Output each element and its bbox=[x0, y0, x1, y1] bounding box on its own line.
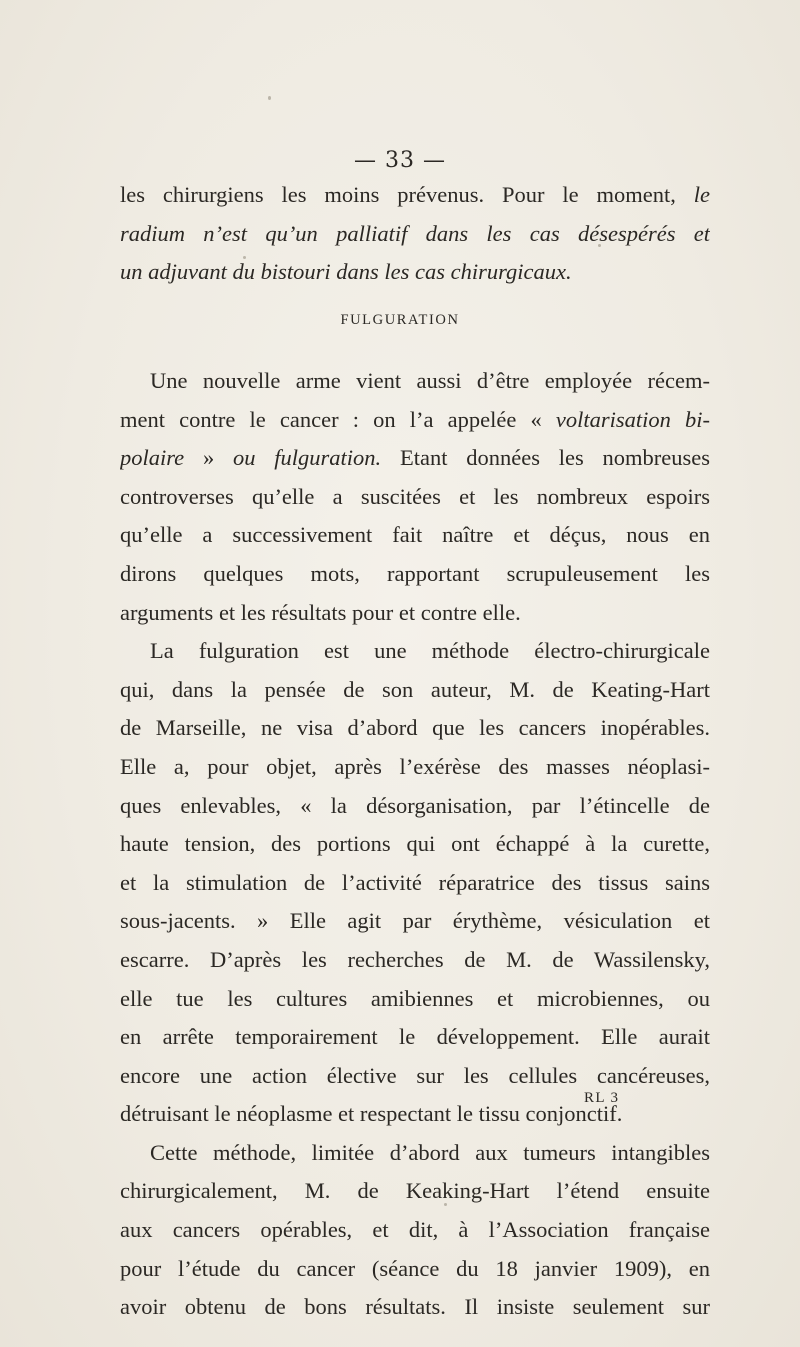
text-segment: qu’elle a successivement fait naître et déçus, nous en bbox=[120, 522, 710, 548]
text-line bbox=[120, 555, 710, 594]
text-line bbox=[120, 787, 710, 826]
italic-segment: polaire bbox=[120, 445, 185, 471]
italic-segment: le bbox=[693, 182, 710, 207]
text-line bbox=[120, 671, 710, 710]
text-segment: ques enlevables, « la désorganisation, par l’étincelle de bbox=[120, 792, 710, 818]
text-segment: Elle a, pour objet, après l’exérèse des masses néoplasi- bbox=[120, 753, 710, 779]
signature-mark: RL 3 bbox=[584, 1090, 620, 1106]
intro-paragraph bbox=[120, 176, 710, 292]
italic-segment: un adjuvant du bistouri dans les cas chirurgicaux. bbox=[120, 259, 572, 285]
text-segment: pour l’étude du cancer (séance du 18 janvier 1909), en bbox=[120, 1255, 710, 1281]
text-segment: avoir obtenu de bons résultats. Il insiste seulement sur bbox=[120, 1294, 710, 1320]
text-line bbox=[120, 516, 710, 555]
text-segment: encore une action élective sur les cellules cancéreuses, bbox=[120, 1062, 710, 1088]
text-line bbox=[120, 478, 710, 517]
text-line bbox=[120, 980, 710, 1019]
section-heading: FULGURATION bbox=[340, 312, 460, 328]
text-segment: en arrête temporairement le développement. Elle aurait bbox=[120, 1024, 710, 1050]
text-segment: arguments et les résultats pour et contre elle. bbox=[120, 599, 521, 625]
text-segment: haute tension, des portions qui ont échappé à la curette, bbox=[120, 831, 710, 857]
text-line bbox=[120, 1172, 710, 1211]
text-line bbox=[120, 1288, 710, 1327]
text-segment: chirurgicalement, M. de Keaking-Hart l’étend ensuite bbox=[120, 1178, 710, 1204]
text-line bbox=[120, 362, 710, 401]
text-segment: elle tue les cultures amibiennes et microbiennes, ou bbox=[120, 985, 710, 1011]
text-line bbox=[120, 748, 710, 787]
text-line bbox=[120, 632, 710, 671]
text-line bbox=[120, 215, 710, 254]
text-segment: La fulguration est une méthode électro-chirurgicale bbox=[150, 638, 710, 664]
text-line bbox=[120, 439, 710, 478]
text-line bbox=[120, 825, 710, 864]
text-line bbox=[120, 941, 710, 980]
text-segment: » bbox=[184, 445, 233, 471]
italic-segment: radium n’est qu’un palliatif dans les cas désespérés et bbox=[120, 220, 710, 246]
text-line bbox=[120, 1250, 710, 1289]
text-segment: de Marseille, ne visa d’abord que les cancers inopérables. bbox=[120, 715, 710, 741]
text-segment: escarre. D’après les recherches de M. de Wassilensky, bbox=[120, 946, 710, 972]
italic-segment: ou fulguration. bbox=[233, 445, 382, 471]
text-segment: détruisant le néoplasme et respectant le tissu conjonctif. bbox=[120, 1101, 623, 1127]
text-line bbox=[120, 594, 710, 633]
text-line bbox=[120, 1134, 710, 1173]
text-segment: ment contre le cancer : on l’a appelée « bbox=[120, 406, 556, 432]
text-line bbox=[120, 401, 710, 440]
text-line bbox=[120, 1018, 710, 1057]
ink-speck bbox=[268, 96, 271, 100]
text-line bbox=[120, 902, 710, 941]
text-line bbox=[120, 253, 710, 292]
text-segment: et la stimulation de l’activité réparatrice des tissus sains bbox=[120, 869, 710, 895]
text-segment: aux cancers opérables, et dit, à l’Association française bbox=[120, 1217, 710, 1243]
text-segment: Une nouvelle arme vient aussi d’être employée récem- bbox=[150, 368, 710, 393]
text-segment: qui, dans la pensée de son auteur, M. de Keating-Hart bbox=[120, 676, 710, 702]
text-segment: controverses qu’elle a suscitées et les nombreux espoirs bbox=[120, 483, 710, 509]
text-segment: sous-jacents. » Elle agit par érythème, vésiculation et bbox=[120, 908, 710, 934]
text-segment: dirons quelques mots, rapportant scrupuleusement les bbox=[120, 560, 710, 586]
text-line bbox=[120, 1095, 710, 1134]
body-text bbox=[120, 362, 710, 1327]
text-segment: Etant données les nombreuses bbox=[381, 445, 710, 471]
text-line bbox=[120, 1211, 710, 1250]
text-segment: Cette méthode, limitée d’abord aux tumeurs intangibles bbox=[150, 1139, 710, 1165]
page-number: — 33 — bbox=[354, 148, 446, 173]
text-line bbox=[120, 864, 710, 903]
text-line bbox=[120, 176, 710, 215]
text-segment: les chirurgiens les moins prévenus. Pour le moment, bbox=[120, 182, 694, 207]
italic-segment: voltarisation bi- bbox=[555, 406, 710, 432]
text-line bbox=[120, 1057, 710, 1096]
text-line bbox=[120, 709, 710, 748]
